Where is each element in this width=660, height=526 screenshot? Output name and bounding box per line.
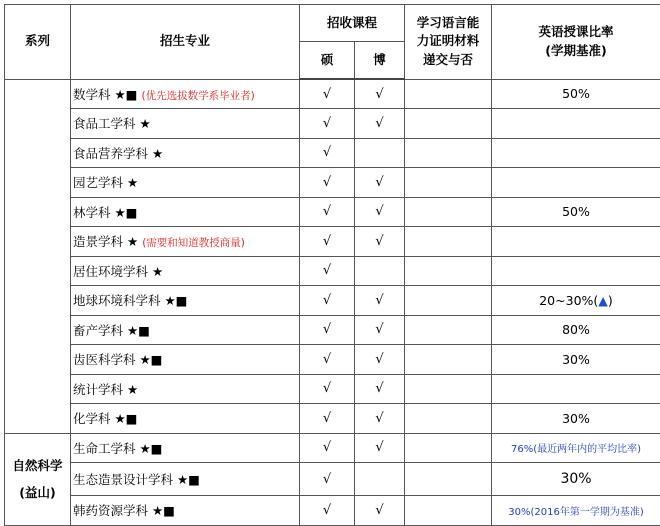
table-row (5, 168, 660, 198)
table-row (5, 286, 660, 316)
lang-cell (405, 404, 492, 434)
lang-cell (405, 286, 492, 316)
table-row (5, 138, 660, 168)
doctor-check: √ (355, 315, 405, 345)
ratio-cell (492, 227, 660, 257)
header-english-ratio: 英语授课比率 (学期基准) (492, 5, 660, 80)
doctor-check (355, 138, 405, 168)
major-cell: 统计学科 ★ (71, 374, 300, 404)
master-check: √ (300, 197, 355, 227)
master-check: √ (300, 227, 355, 257)
master-check: √ (300, 168, 355, 198)
ratio-cell (492, 138, 660, 168)
ratio-cell (492, 168, 660, 198)
major-cell: 韩药资源学科 ★■ (71, 496, 300, 526)
admission-table (4, 4, 660, 526)
major-note: (优先选拔数学系毕业者) (142, 90, 255, 102)
major-note: (需要和知道教授商量) (142, 237, 245, 249)
lang-cell (405, 138, 492, 168)
header-programs: 招收课程 (300, 5, 405, 42)
ratio-cell (492, 256, 660, 286)
major-cell: 林学科 ★■ (71, 197, 300, 227)
department-name: 自然科学 (5, 452, 70, 480)
table-row (5, 496, 660, 526)
doctor-check: √ (355, 168, 405, 198)
major-cell: 齿医科学科 ★■ (71, 345, 300, 375)
ratio-cell: 30%(2016年第一学期为基准) (492, 496, 660, 526)
doctor-check (355, 463, 405, 496)
doctor-check: √ (355, 227, 405, 257)
lang-cell (405, 197, 492, 227)
table-row (5, 109, 660, 139)
master-check: √ (300, 79, 355, 109)
master-check: √ (300, 374, 355, 404)
doctor-check: √ (355, 197, 405, 227)
doctor-check: √ (355, 374, 405, 404)
doctor-check: √ (355, 79, 405, 109)
lang-cell (405, 227, 492, 257)
table-row (5, 197, 660, 227)
major-cell: 食品工学科 ★ (71, 109, 300, 139)
ratio-cell (492, 374, 660, 404)
ratio-cell: 76%(最近两年内的平均比率) (492, 433, 660, 463)
major-cell: 生命工学科 ★■ (71, 433, 300, 463)
major-cell: 造景学科 ★ (需要和知道教授商量) (71, 227, 300, 257)
lang-cell (405, 463, 492, 496)
lang-cell (405, 168, 492, 198)
ratio-cell: 50% (492, 79, 660, 109)
major-cell: 地球环境科学科 ★■ (71, 286, 300, 316)
major-cell: 化学科 ★■ (71, 404, 300, 434)
table-row (5, 404, 660, 434)
table-row (5, 345, 660, 375)
ratio-cell: 30% (492, 404, 660, 434)
table-row (5, 433, 660, 463)
header-language-proof: 学习语言能 力证明材料 递交与否 (405, 5, 492, 80)
major-cell: 食品营养学科 ★ (71, 138, 300, 168)
master-check: √ (300, 138, 355, 168)
triangle-icon: ▲ (598, 293, 608, 308)
doctor-check (355, 256, 405, 286)
doctor-check: √ (355, 496, 405, 526)
header-department: 系列 (5, 5, 71, 80)
doctor-check: √ (355, 404, 405, 434)
department-campus: (益山) (5, 479, 70, 507)
master-check: √ (300, 404, 355, 434)
major-cell: 园艺学科 ★ (71, 168, 300, 198)
major-cell: 生态造景设计学科 ★■ (71, 463, 300, 496)
master-check: √ (300, 345, 355, 375)
lang-cell (405, 79, 492, 109)
doctor-check: √ (355, 345, 405, 375)
master-check: √ (300, 286, 355, 316)
master-check: √ (300, 433, 355, 463)
header-major: 招生专业 (71, 5, 300, 80)
table-row (5, 256, 660, 286)
lang-cell (405, 496, 492, 526)
master-check: √ (300, 496, 355, 526)
table-row (5, 374, 660, 404)
ratio-cell: 80% (492, 315, 660, 345)
major-cell: 居住环境学科 ★ (71, 256, 300, 286)
department-cell-empty (5, 79, 71, 433)
ratio-cell: 30% (492, 463, 660, 496)
master-check: √ (300, 256, 355, 286)
table-row (5, 315, 660, 345)
doctor-check: √ (355, 109, 405, 139)
master-check: √ (300, 463, 355, 496)
doctor-check: √ (355, 433, 405, 463)
major-cell: 数学科 ★■ (优先选拔数学系毕业者) (71, 79, 300, 109)
table-row (5, 79, 660, 109)
table-row (5, 463, 660, 496)
ratio-cell: 20~30%(▲) (492, 286, 660, 316)
lang-cell (405, 433, 492, 463)
header-master: 硕 (300, 42, 355, 80)
doctor-check: √ (355, 286, 405, 316)
master-check: √ (300, 315, 355, 345)
ratio-cell (492, 109, 660, 139)
table-row (5, 227, 660, 257)
header-doctor: 博 (355, 42, 405, 80)
department-cell (5, 433, 71, 525)
major-cell: 畜产学科 ★■ (71, 315, 300, 345)
lang-cell (405, 345, 492, 375)
ratio-cell: 50% (492, 197, 660, 227)
lang-cell (405, 374, 492, 404)
master-check: √ (300, 109, 355, 139)
lang-cell (405, 109, 492, 139)
ratio-cell: 30% (492, 345, 660, 375)
lang-cell (405, 256, 492, 286)
lang-cell (405, 315, 492, 345)
